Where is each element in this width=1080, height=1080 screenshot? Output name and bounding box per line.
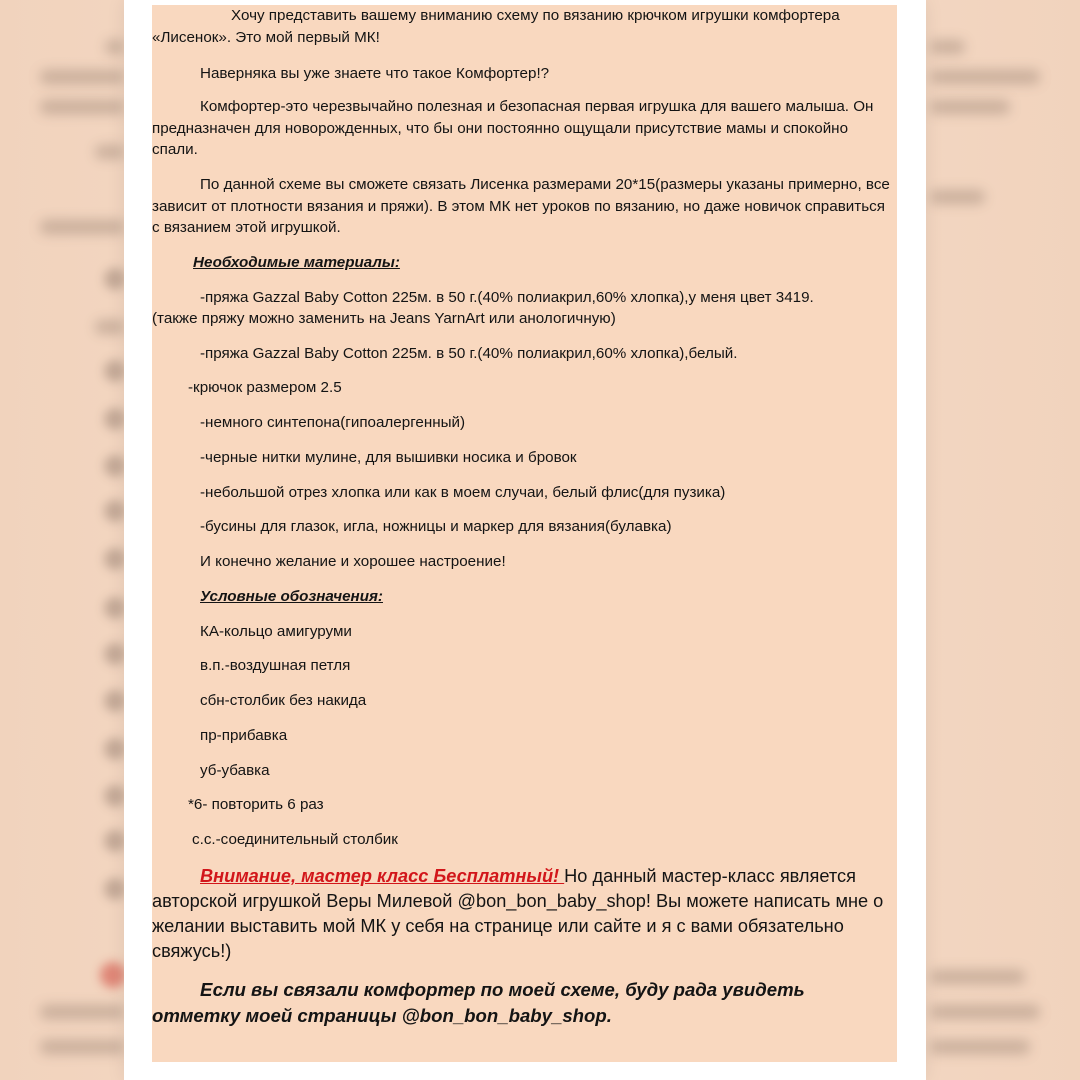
material-item: -крючок размером 2.5 bbox=[188, 379, 342, 396]
material-item: (также пряжу можно заменить на Jeans YarnArt или анологичную) bbox=[152, 310, 616, 327]
notice-paragraph bbox=[152, 864, 896, 964]
intro-paragraph: Хочу представить вашему вниманию схему по вязанию крючком игрушки комфортера «Лисенок». Это мой первый МК! bbox=[152, 7, 840, 46]
material-item: -пряжа Gazzal Baby Cotton 225м. в 50 г.(40% полиакрил,60% хлопка),белый. bbox=[200, 345, 738, 362]
legend-item: в.п.-воздушная петля bbox=[200, 657, 351, 674]
legend-item: уб-убавка bbox=[200, 762, 270, 779]
question-line: Наверняка вы уже знаете что такое Комфортер!? bbox=[200, 65, 550, 82]
material-item: И конечно желание и хорошее настроение! bbox=[200, 553, 506, 570]
legend-heading: Условные обозначения: bbox=[200, 588, 383, 605]
closing-paragraph: Если вы связали комфортер по моей схеме, буду рада увидеть отметку моей страницы @bon_bon_baby_shop. bbox=[152, 979, 805, 1026]
material-item: -немного синтепона(гипоалергенный) bbox=[200, 414, 466, 431]
size-info-paragraph: По данной схеме вы сможете связать Лисенка размерами 20*15(размеры указаны примерно, все зависит от плотности вязания и пряжи). В этом МК нет уроков по вязанию, но даже новичок справиться с вязанием этой игрушкой. bbox=[152, 176, 890, 236]
material-item: -бусины для глазок, игла, ножницы и маркер для вязания(булавка) bbox=[200, 518, 672, 535]
material-item: -небольшой отрез хлопка или как в моем случаи, белый флис(для пузика) bbox=[200, 484, 726, 501]
legend-item: *6- повторить 6 раз bbox=[188, 796, 324, 813]
material-item: -черные нитки мулине, для вышивки носика и бровок bbox=[200, 449, 577, 466]
materials-heading: Необходимые материалы: bbox=[193, 254, 400, 271]
notice-text: Но данный мастер-класс является авторской игрушкой Веры Милевой @bon_bon_baby_shop! Вы можете написать мне о желании выставить мой МК у себя на странице или сайте и я с вами обязательно свяжусь!) bbox=[152, 866, 884, 961]
material-item: -пряжа Gazzal Baby Cotton 225м. в 50 г.(40% полиакрил,60% хлопка),у меня цвет 3419. bbox=[200, 289, 814, 306]
legend-item: КА-кольцо амигуруми bbox=[200, 623, 352, 640]
legend-item: пр-прибавка bbox=[200, 727, 288, 744]
legend-item: сбн-столбик без накида bbox=[200, 692, 367, 709]
legend-item: с.с.-соединительный столбик bbox=[192, 831, 398, 848]
definition-paragraph: Комфортер-это черезвычайно полезная и безопасная первая игрушка для вашего малыша. Он предназначен для новорожденных, что бы они постоянно ощущали присутствие мамы и спокойно спали. bbox=[152, 98, 874, 158]
free-notice: Внимание, мастер класс Бесплатный! bbox=[200, 866, 565, 886]
document-page bbox=[152, 5, 897, 1062]
